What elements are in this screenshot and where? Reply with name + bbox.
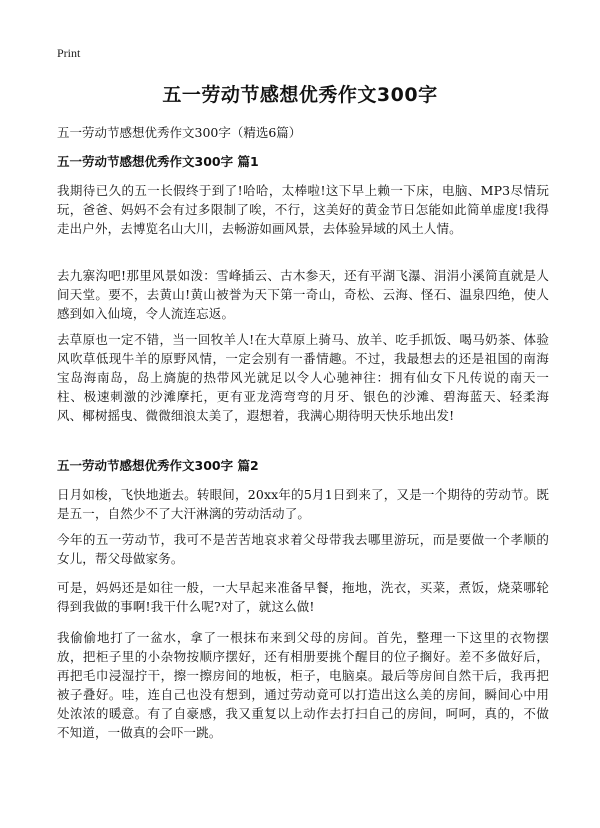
paragraph-2-3: 可是，妈妈还是如往一般，一大早起来准备早餐，拖地，洗衣，买菜，煮饭，烧菜哪轮得到我做的事啊!我干什么呢?对了，就这么做! <box>57 580 549 614</box>
paragraph-1-2: 去九寨沟吧!那里风景如泼：雪峰插云、古木参天，还有平湖飞瀑、涓涓小溪简直就是人间天堂。要不，去黄山!黄山被誉为天下第一奇山，奇松、云海、怪石、温泉四绝，使人感到如入仙境，令人流连忘返。 <box>57 268 549 321</box>
document-subtitle: 五一劳动节感想优秀作文300字（精选6篇） <box>57 125 302 140</box>
paragraph-1-3: 去草原也一定不错，当一回牧羊人!在大草原上骑马、放羊、吃手抓饭、喝马奶茶、体验风吹草低现牛羊的原野风情，一定会别有一番情趣。不过，我最想去的还是祖国的南海宝岛海南岛，岛上旖旎的热带风光就足以令人心驰神往：拥有仙女下凡传说的南天一柱、极速刺激的沙滩摩托，更有亚龙湾弯弯的月牙、银色的沙滩、碧海蓝天、轻柔海风、椰树摇曳、微微细浪太美了，遐想着，我满心期待明天快乐地出发! <box>57 332 549 423</box>
section-heading-1: 五一劳动节感想优秀作文300字 篇1 <box>57 154 259 169</box>
document-title: 五一劳动节感想优秀作文300字 <box>162 84 438 106</box>
print-label: Print <box>57 46 81 60</box>
section-heading-2: 五一劳动节感想优秀作文300字 篇2 <box>57 458 259 473</box>
paragraph-2-4: 我偷偷地打了一盆水，拿了一根抹布来到父母的房间。首先，整理一下这里的衣物摆放，把柜子里的小杂物按顺序摆好，还有相册要挑个醒目的位子搁好。差不多做好后，再把毛巾浸湿拧干，擦一擦房间的地板，柜子，电脑桌。最后等房间自然干后，我再把被子叠好。哇，连自己也没有想到，通过劳动竟可以打造出这么美的房间，瞬间心中用处浓浓的暖意。有了自豪感，我又重复以上动作去打扫自己的房间，呵呵，真的，不做不知道，一做真的会吓一跳。 <box>57 630 549 740</box>
paragraph-1-1: 我期待已久的五一长假终于到了!哈哈，太棒啦!这下早上赖一下床，电脑、MP3尽情玩玩，爸爸、妈妈不会有过多限制了唉，不行，这美好的黄金节日怎能如此简单虚度!我得走出户外，去博览名山大川，去畅游如画风景，去体验异域的风土人情。 <box>57 183 549 236</box>
paragraph-2-2: 今年的五一劳动节，我可不是苦苦地哀求着父母带我去哪里游玩，而是要做一个孝顺的女儿，帮父母做家务。 <box>57 532 549 566</box>
paragraph-2-1: 日月如梭，飞快地逝去。转眼间，20xx年的5月1日到来了，又是一个期待的劳动节。既是五一，自然少不了大汗淋漓的劳动活动了。 <box>57 487 549 521</box>
